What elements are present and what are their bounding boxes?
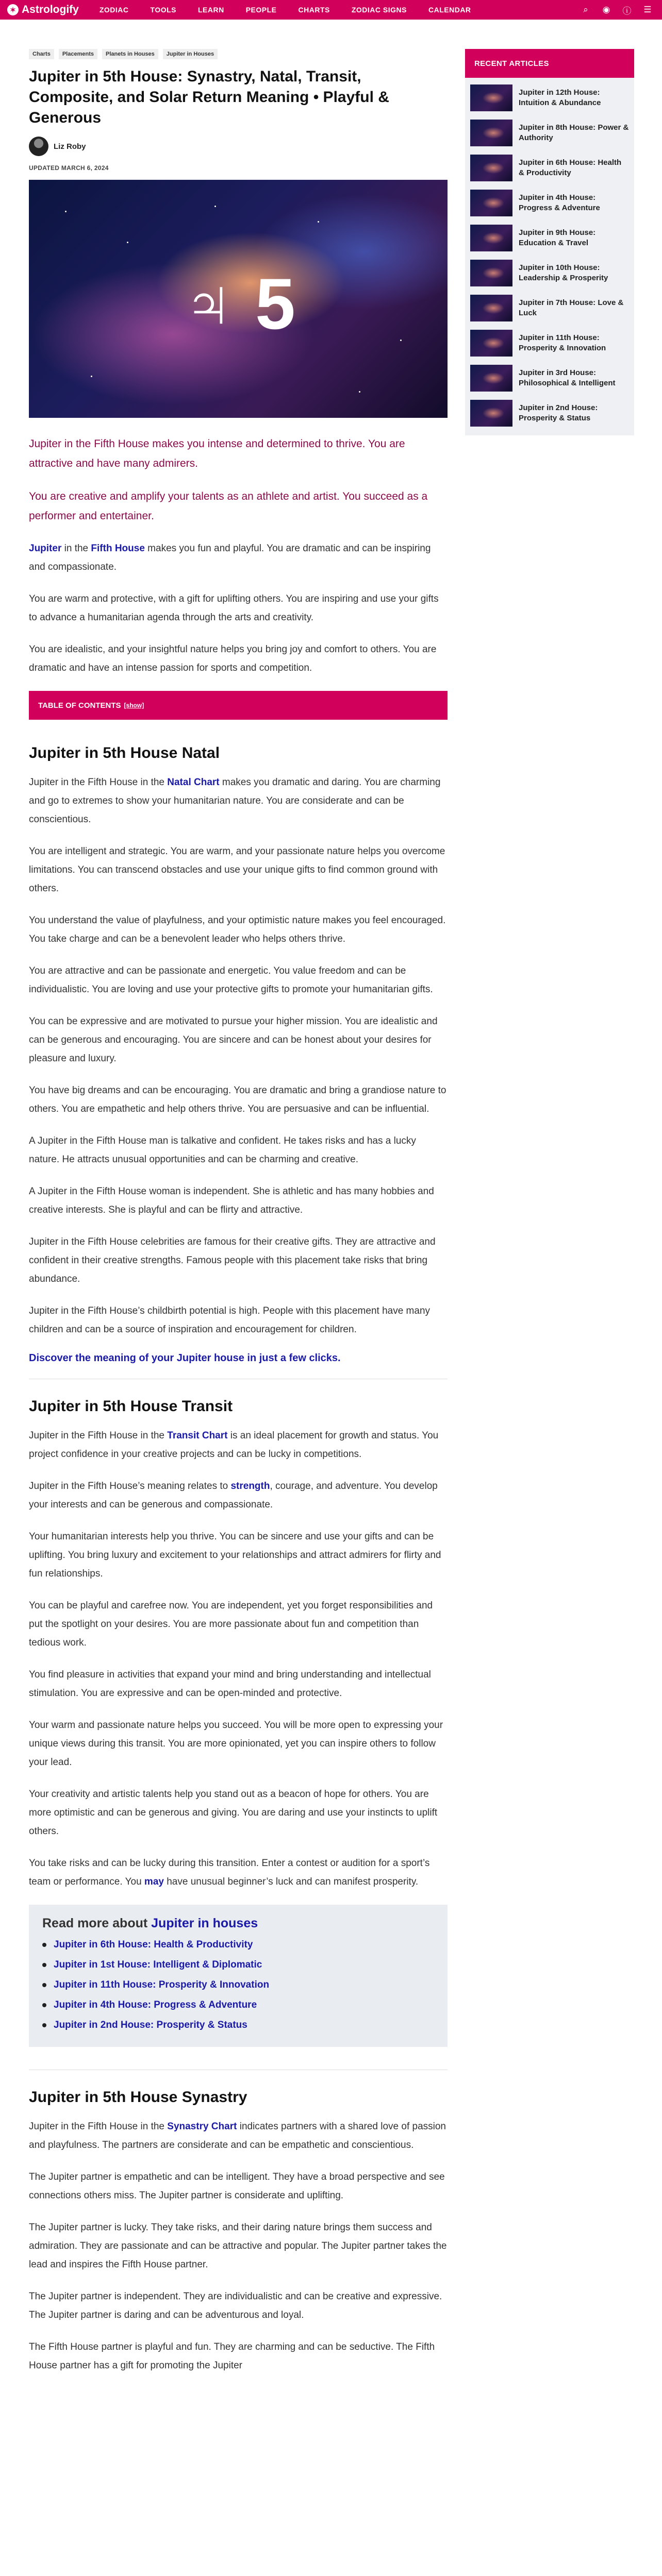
synastry-paragraph: The Jupiter partner is lucky. They take risks, and their daring nature brings them success and admiration. They are passionate and can be attractive and popular. The Jupiter partner takes the lead and inspires the Fifth House partner. — [29, 2222, 447, 2270]
article-thumbnail[interactable] — [470, 190, 512, 216]
sidebar-item-title[interactable]: Jupiter in 3rd House: Philosophical & Intelligent — [519, 368, 616, 387]
bullet-icon — [42, 1963, 46, 1967]
natal-paragraph — [29, 773, 448, 829]
nav-link-tools[interactable]: TOOLS — [150, 6, 176, 14]
logo-icon: ✶ — [7, 4, 19, 15]
transit-paragraph: You find pleasure in activities that expand your mind and bring understanding and intellectual stimulation. You are expressive and can be open-minded and protective. — [29, 1669, 431, 1699]
natal-paragraph: You are attractive and can be passionate and energetic. You value freedom and can be individualistic. You are loving and use your protective gifts to promote your humanitarian gifts. — [29, 965, 433, 995]
section-synastry — [29, 2089, 448, 2375]
menu-icon[interactable]: ☰ — [643, 5, 652, 14]
natal-paragraph: A Jupiter in the Fifth House woman is independent. She is athletic and has many hobbies and creative interests. She is playful and can be flirty and attractive. — [29, 1186, 434, 1215]
transit-paragraph: Your creativity and artistic talents help you stand out as a beacon of hope for others. You are more optimistic and can be generous and giving. You are daring and use your instincts to uplift others. — [29, 1789, 438, 1837]
sidebar-item[interactable] — [470, 398, 629, 428]
list-item — [42, 2020, 434, 2031]
article-thumbnail[interactable] — [470, 225, 512, 251]
table-of-contents[interactable] — [29, 691, 448, 720]
natal-paragraph: You understand the value of playfulness, and your optimistic nature makes you feel encouraged. You take charge and can be a benevolent leader who helps others thrive. — [29, 915, 446, 944]
sidebar-item[interactable] — [470, 363, 629, 393]
article-thumbnail[interactable] — [470, 120, 512, 146]
nav-link-people[interactable]: PEOPLE — [245, 6, 277, 14]
link-synastry-chart[interactable]: Synastry Chart — [167, 2121, 237, 2132]
intro-paragraph: You are warm and protective, with a gift for uplifting others. You are inspiring and use your gifts to advance a humanitarian agenda through the arts and creativity. — [29, 594, 439, 623]
read-more-link[interactable]: Jupiter in 1st House: Intelligent & Diplomatic — [54, 1959, 262, 1970]
natal-paragraph: Jupiter in the Fifth House’s childbirth potential is high. People with this placement have many children and can be a source of inspiration and encouragement for children. — [29, 1306, 431, 1335]
toc-show-toggle[interactable]: [show] — [124, 702, 144, 709]
natal-text: makes you dramatic and daring. You are charming and go to extremes to show your humanitarian nature. You are considerate and can be conscientious. — [29, 777, 441, 825]
section-transit — [29, 1398, 448, 1891]
synastry-paragraph: The Jupiter partner is empathetic and can be intelligent. They have a broad perspective and see connections others miss. The Jupiter partner is considerate and uplifting. — [29, 2172, 445, 2201]
author-name[interactable]: Liz Roby — [54, 142, 86, 151]
nav-link-calendar[interactable]: CALENDAR — [428, 6, 471, 14]
intro-lead-2: You are creative and amplify your talents as an athlete and artist. You succeed as a performer and entertainer. — [29, 490, 428, 522]
transit-paragraph: You can be playful and carefree now. You are independent, yet you forget responsibilities and put the spotlight on your desires. You are more passionate about fun and competition than tedious work. — [29, 1600, 433, 1648]
toc-label: TABLE OF CONTENTS — [38, 701, 121, 710]
sidebar-item-title[interactable]: Jupiter in 6th House: Health & Productivity — [519, 158, 622, 177]
sidebar-heading: RECENT ARTICLES — [465, 49, 634, 78]
sidebar-item[interactable] — [470, 83, 629, 113]
info-icon[interactable]: ⓘ — [622, 6, 632, 16]
read-more-title — [42, 1916, 434, 1931]
sidebar-item-title[interactable]: Jupiter in 2nd House: Prosperity & Status — [519, 403, 598, 422]
read-more-list — [42, 1939, 434, 2031]
transit-text: Jupiter in the Fifth House’s meaning relates to — [29, 1481, 231, 1492]
hero-image — [29, 180, 448, 418]
section-heading: Jupiter in 5th House Transit — [29, 1398, 233, 1415]
article-thumbnail[interactable] — [470, 365, 512, 392]
section-heading: Jupiter in 5th House Synastry — [29, 2089, 247, 2106]
read-more-link[interactable]: Jupiter in 6th House: Health & Productivity — [54, 1939, 253, 1950]
sidebar-item-title[interactable]: Jupiter in 8th House: Power & Authority — [519, 123, 629, 142]
nav-links — [100, 6, 493, 14]
updated-date: UPDATED MARCH 6, 2024 — [29, 164, 109, 172]
nav-link-zodiac[interactable]: ZODIAC — [99, 6, 129, 14]
breadcrumb-placements[interactable]: Placements — [59, 49, 97, 59]
natal-text: Jupiter in the Fifth House in the — [29, 777, 168, 788]
synastry-paragraph — [29, 2117, 448, 2155]
nav-link-zodiac-signs[interactable]: ZODIAC SIGNS — [351, 6, 407, 14]
transit-paragraph — [29, 1854, 448, 1891]
bullet-icon — [42, 2003, 46, 2007]
synastry-text: indicates partners with a shared love of passion and playfulness. The partners are considerate and can be empathetic and conscientious. — [29, 2121, 446, 2150]
page-title: Jupiter in 5th House: Synastry, Natal, Transit, Composite, and Solar Return Meaning • Playful & Generous — [29, 68, 389, 126]
article-thumbnail[interactable] — [470, 155, 512, 181]
transit-paragraph: Your warm and passionate nature helps you succeed. You will be more open to expressing your unique views during this transit. You are more opinionated, yet you can inspire others to follow your lead. — [29, 1720, 443, 1768]
avatar[interactable] — [29, 137, 48, 156]
site-logo[interactable] — [7, 4, 79, 16]
transit-text: have unusual beginner’s luck and can manifest prosperity. — [163, 1876, 419, 1887]
read-more-link[interactable]: Jupiter in 2nd House: Prosperity & Status — [54, 2020, 247, 2030]
transit-text: , courage, and adventure. You develop your interests and can be generous and compassionate. — [29, 1481, 438, 1510]
article-thumbnail[interactable] — [470, 295, 512, 321]
link-jupiter-in-houses[interactable]: Jupiter in houses — [151, 1916, 258, 1930]
hero-jupiter-house-symbol: ♃ 5 — [181, 263, 295, 344]
read-more-link[interactable]: Jupiter in 4th House: Progress & Adventure — [54, 1999, 257, 2010]
link-strength[interactable]: strength — [230, 1481, 270, 1492]
transit-text: is an ideal placement for growth and status. You project confidence in your creative projects and can be lucky in competitions. — [29, 1430, 439, 1460]
intro-paragraph — [29, 539, 448, 577]
sidebar-list — [465, 78, 634, 435]
natal-paragraph: You can be expressive and are motivated to pursue your higher mission. You are idealistic and can be generous and encouraging. You are sincere and can be honest about your desires for pleasure and luxury. — [29, 1016, 438, 1064]
sidebar-item-title[interactable]: Jupiter in 10th House: Leadership & Prosperity — [519, 263, 608, 282]
bullet-icon — [42, 1983, 46, 1987]
article-thumbnail[interactable] — [470, 330, 512, 357]
author-byline — [29, 137, 448, 156]
sidebar-item-title[interactable]: Jupiter in 11th House: Prosperity & Innovation — [519, 333, 606, 352]
read-more-box — [29, 1905, 448, 2047]
article-thumbnail[interactable] — [470, 260, 512, 286]
breadcrumb-planets-in-houses[interactable]: Planets in Houses — [102, 49, 158, 59]
link-may[interactable]: may — [144, 1876, 164, 1887]
transit-paragraph: Your humanitarian interests help you thrive. You can be sincere and use your gifts and can be uplifting. You bring luxury and excitement to your relationships and attract admirers for flirty and fun relationships. — [29, 1531, 441, 1579]
synastry-text: Jupiter in the Fifth House in the — [29, 2121, 168, 2132]
transit-text: Jupiter in the Fifth House in the — [29, 1430, 168, 1441]
transit-paragraph — [29, 1477, 448, 1514]
logo-text: Astrologify — [22, 4, 79, 15]
link-fifth-house[interactable]: Fifth House — [91, 543, 145, 554]
bullet-icon — [42, 1943, 46, 1947]
natal-paragraph: A Jupiter in the Fifth House man is talkative and confident. He takes risks and has a lucky nature. He attracts unusual opportunities and can be charming and creative. — [29, 1136, 416, 1165]
nav-link-learn[interactable]: LEARN — [197, 6, 224, 14]
list-item — [42, 1999, 434, 2011]
synastry-paragraph: The Jupiter partner is independent. They are individualistic and can be creative and expressive. The Jupiter partner is daring and can be adventurous and loyal. — [29, 2291, 442, 2320]
intro-text: makes you fun and playful. You are dramatic and can be inspiring and compassionate. — [29, 543, 431, 572]
synastry-paragraph: The Fifth House partner is playful and fun. They are charming and can be seductive. The Fifth House partner has a gift for promoting the Jupiter — [29, 2342, 435, 2371]
section-natal — [29, 744, 448, 1364]
link-transit-chart[interactable]: Transit Chart — [167, 1430, 228, 1441]
intro-lead-1: Jupiter in the Fifth House makes you intense and determined to thrive. You are attractive and have many admirers. — [29, 438, 405, 469]
top-nav — [0, 0, 662, 20]
sidebar-item[interactable] — [470, 258, 629, 288]
sidebar-item-title[interactable]: Jupiter in 12th House: Intuition & Abundance — [519, 88, 601, 107]
list-item — [42, 1959, 434, 1971]
sidebar-item-title[interactable]: Jupiter in 9th House: Education & Travel — [519, 228, 596, 247]
natal-paragraph: Jupiter in the Fifth House celebrities are famous for their creative gifts. They are attractive and confident in their creative strengths. Famous people with this placement take risks that bring abundance. — [29, 1236, 436, 1284]
sidebar-item[interactable] — [470, 223, 629, 253]
intro-text: in the — [61, 543, 91, 554]
list-item — [42, 1939, 434, 1951]
natal-paragraph: You are intelligent and strategic. You are warm, and your passionate nature helps you overcome limitations. You can transcend obstacles and use your unique gifts to find common ground with others. — [29, 846, 445, 894]
nav-link-charts[interactable]: CHARTS — [298, 6, 330, 14]
read-more-prefix: Read more about — [42, 1916, 152, 1930]
breadcrumb-jupiter-in-houses[interactable]: Jupiter in Houses — [163, 49, 218, 59]
read-more-link[interactable]: Jupiter in 11th House: Prosperity & Innovation — [54, 1979, 270, 1990]
sidebar-item[interactable] — [470, 328, 629, 358]
article-thumbnail[interactable] — [470, 84, 512, 111]
sidebar-recent-articles — [465, 49, 634, 435]
intro-paragraph: You are idealistic, and your insightful nature helps you bring joy and comfort to others. You are dramatic and have an intense passion for sports and competition. — [29, 644, 437, 673]
sidebar-item[interactable] — [470, 293, 629, 323]
search-icon[interactable]: ⌕ — [583, 5, 588, 14]
breadcrumb — [29, 49, 448, 59]
bullet-icon — [42, 2023, 46, 2027]
transit-text: You take risks and can be lucky during this transition. Enter a contest or audition for a sport’s team or performance. You — [29, 1858, 430, 1887]
user-icon[interactable]: ◉ — [602, 5, 610, 14]
discover-jupiter-house-link[interactable]: Discover the meaning of your Jupiter house in just a few clicks. — [29, 1352, 341, 1364]
list-item — [42, 1979, 434, 1991]
transit-paragraph — [29, 1427, 448, 1464]
article — [29, 49, 448, 2388]
link-jupiter[interactable]: Jupiter — [29, 543, 62, 554]
sidebar-item-title[interactable]: Jupiter in 4th House: Progress & Adventure — [519, 193, 600, 212]
sidebar-item[interactable] — [470, 188, 629, 218]
natal-paragraph: You have big dreams and can be encouraging. You are dramatic and bring a grandiose nature to others. You are empathetic and help others thrive. You are persuasive and can be influential. — [29, 1085, 446, 1114]
article-thumbnail[interactable] — [470, 400, 512, 427]
section-heading: Jupiter in 5th House Natal — [29, 744, 220, 761]
sidebar-item-title[interactable]: Jupiter in 7th House: Love & Luck — [519, 298, 624, 317]
breadcrumb-charts[interactable]: Charts — [29, 49, 54, 59]
sidebar-item[interactable] — [470, 118, 629, 148]
sidebar-item[interactable] — [470, 153, 629, 183]
link-natal-chart[interactable]: Natal Chart — [167, 777, 220, 788]
